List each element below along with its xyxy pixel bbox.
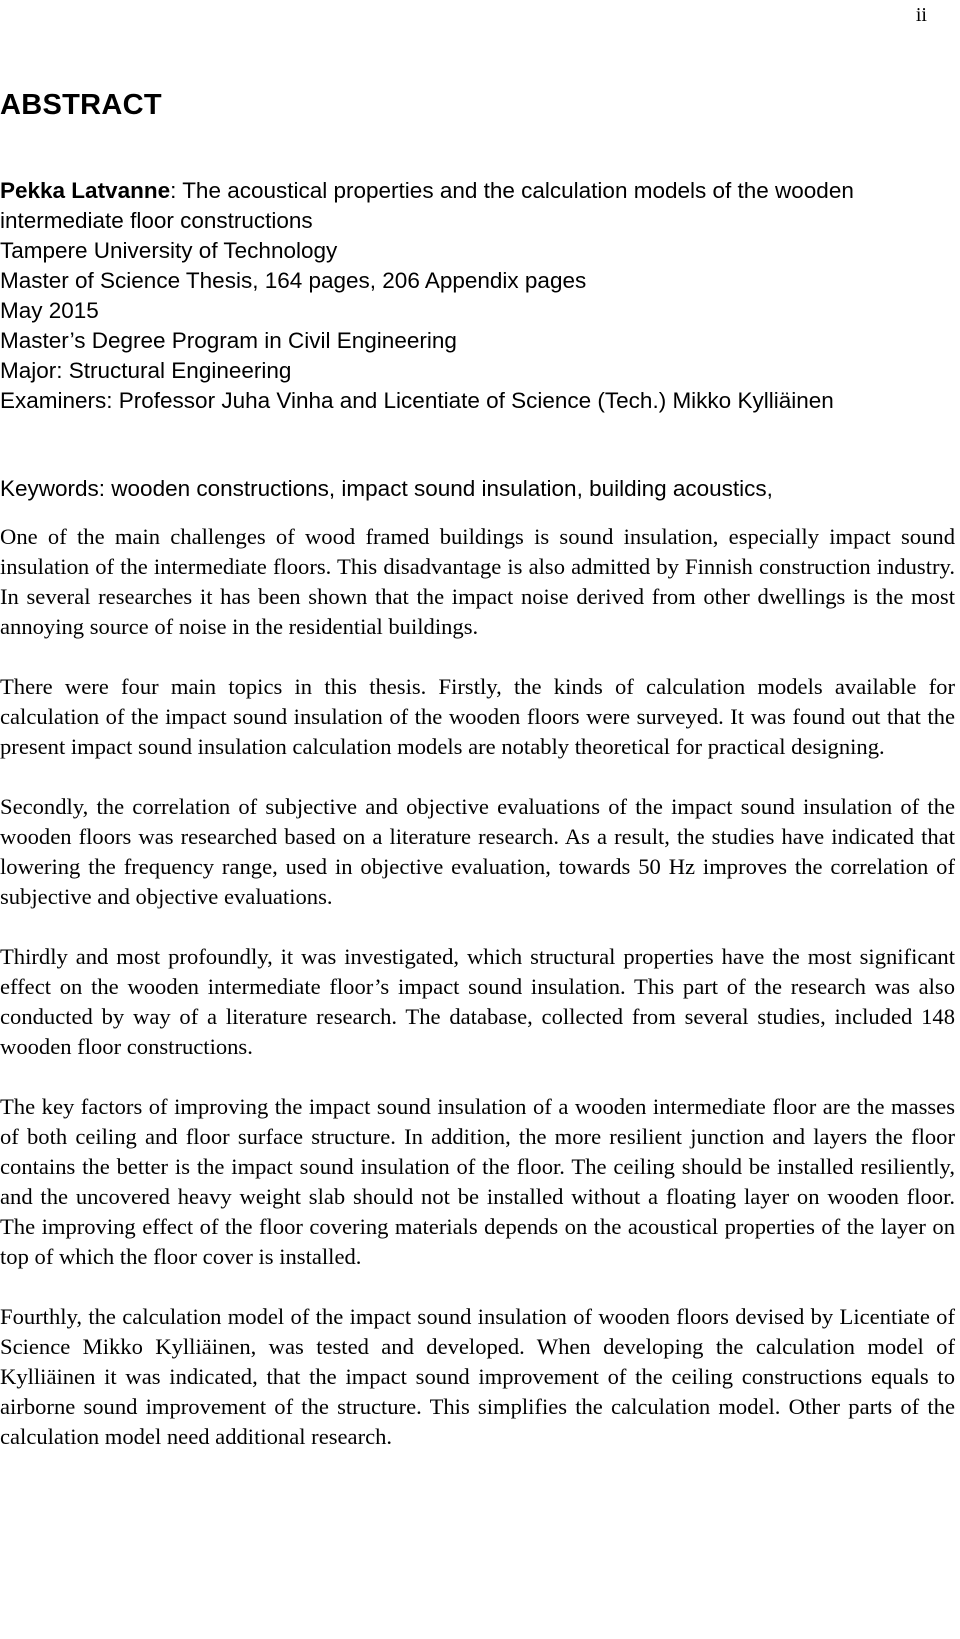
abstract-paragraph: The key factors of improving the impact sound insulation of a wooden intermediate floor are the masses of both ceiling and floor surface structure. In addition, the more resilient junction and layers the floor contains the better is the impact sound insulation of the floor. The ceiling should be installed resiliently, and the uncovered heavy weight slab should not be installed without a floating layer on wooden floor. The improving effect of the floor covering materials depends on the acoustical properties of the layer on top of which the floor cover is installed. bbox=[0, 1094, 955, 1269]
abstract-paragraph: Thirdly and most profoundly, it was investigated, which structural properties have the most significant effect on the wooden intermediate floor’s impact sound insulation. This part of the research was also conducted by way of a literature research. The database, collected from several studies, included 148 wooden floor constructions. bbox=[0, 944, 955, 1059]
degree-program: Master’s Degree Program in Civil Engineering bbox=[0, 328, 457, 353]
page-title: ABSTRACT bbox=[0, 89, 162, 121]
thesis-title: : The acoustical properties and the calculation models of the wooden intermediate floor constructions bbox=[0, 178, 854, 233]
abstract-paragraph: Secondly, the correlation of subjective and objective evaluations of the impact sound insulation of the wooden floors was researched based on a literature research. As a result, the studies have indicated that lowering the frequency range, used in objective evaluation, towards 50 Hz improves the correlation of subjective and objective evaluations. bbox=[0, 794, 955, 909]
abstract-paragraph: Fourthly, the calculation model of the impact sound insulation of wooden floors devised by Licentiate of Science Mikko Kylliäinen, was tested and developed. When developing the calculation model of Kylliäinen it was indicated, that the impact sound improvement of the ceiling constructions equals to airborne sound improvement of the structure. This simplifies the calculation model. Other parts of the calculation model need additional research. bbox=[0, 1304, 955, 1449]
thesis-info: Master of Science Thesis, 164 pages, 206 Appendix pages bbox=[0, 268, 587, 293]
author-name: Pekka Latvanne bbox=[0, 178, 171, 203]
abstract-paragraph: There were four main topics in this thesis. Firstly, the kinds of calculation models available for calculation of the impact sound insulation of the wooden floors were surveyed. It was found out that the present impact sound insulation calculation models are notably theoretical for practical designing. bbox=[0, 674, 955, 759]
examiners: Examiners: Professor Juha Vinha and Licentiate of Science (Tech.) Mikko Kylliäinen bbox=[0, 388, 834, 413]
major: Major: Structural Engineering bbox=[0, 358, 292, 383]
thesis-date: May 2015 bbox=[0, 298, 99, 323]
thesis-metadata bbox=[0, 176, 960, 416]
abstract-paragraph: One of the main challenges of wood framed buildings is sound insulation, especially impact sound insulation of the intermediate floors. This disadvantage is also admitted by Finnish construction industry. In several researches it has been shown that the impact noise derived from other dwellings is the most annoying source of noise in the residential buildings. bbox=[0, 524, 955, 639]
author-line bbox=[0, 176, 960, 236]
page-number: ii bbox=[915, 4, 927, 26]
university: Tampere University of Technology bbox=[0, 238, 338, 263]
abstract-body bbox=[0, 522, 955, 1482]
keywords: Keywords: wooden constructions, impact sound insulation, building acoustics, bbox=[0, 476, 773, 501]
